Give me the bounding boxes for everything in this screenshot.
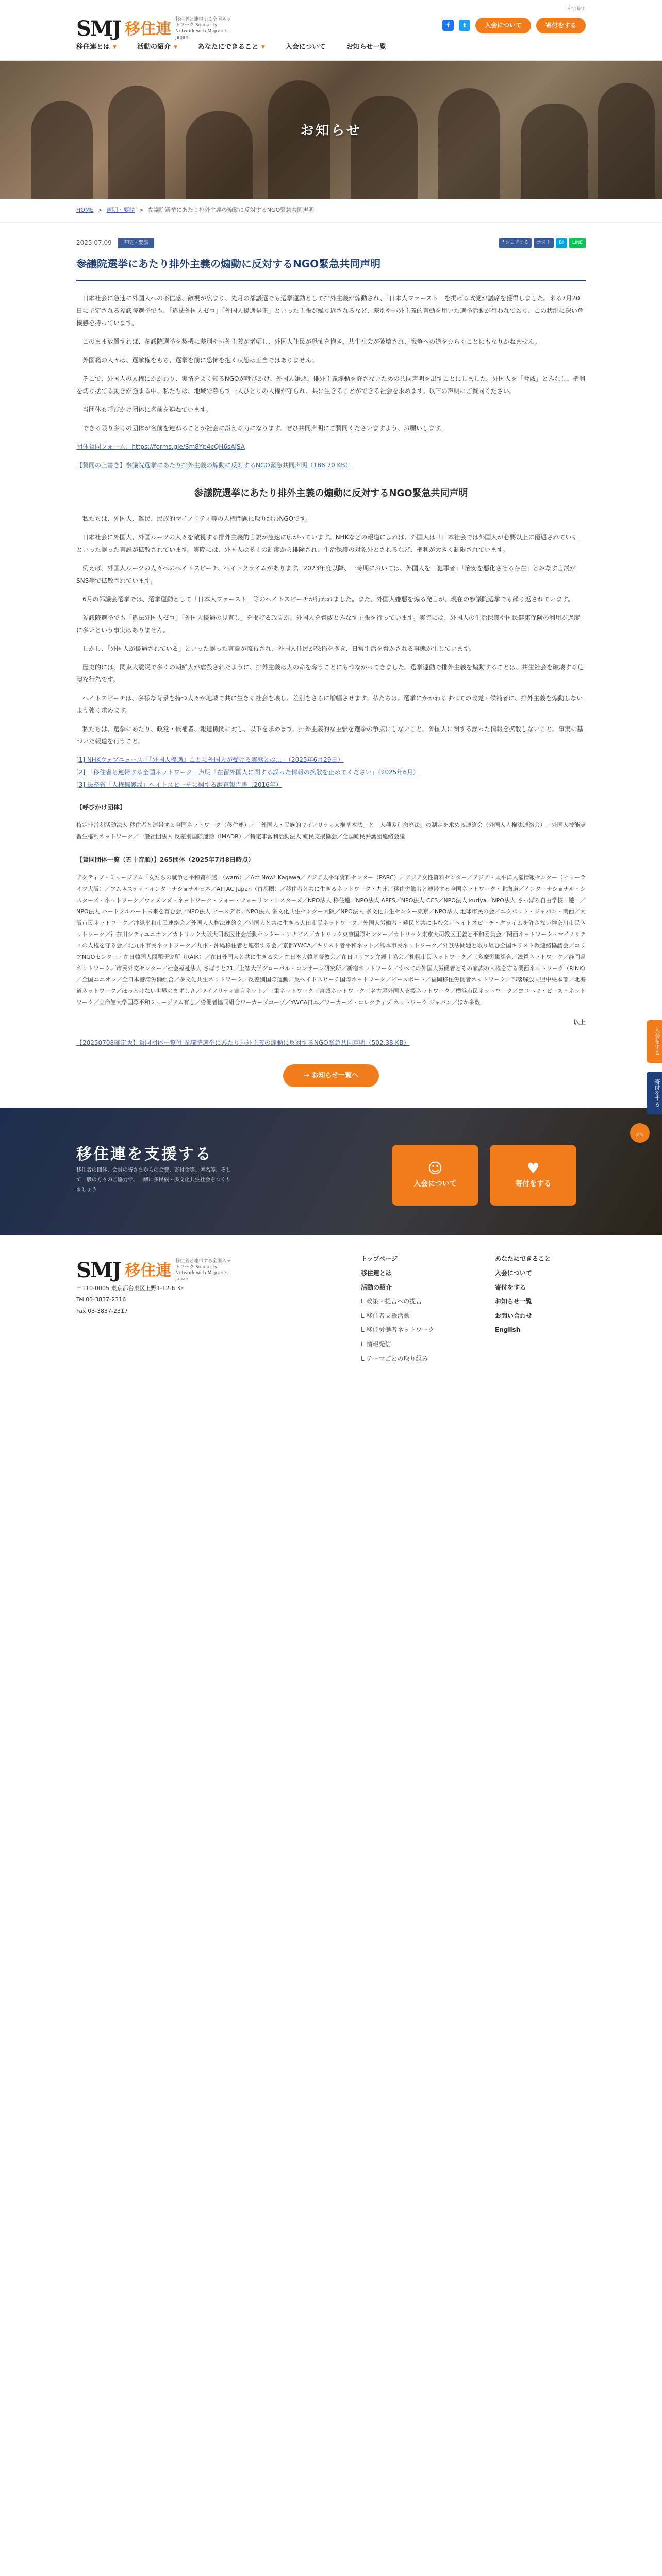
breadcrumb-separator: > <box>97 207 103 213</box>
statement-paragraph: 日本社会に外国人、外国ルーツの人々を敵視する排外主義的言説が急速に広がっています。NHKなどの報道によれば、外国人は「日本社会では外国人が必要以上に優遇されている」といった誤った言説が拡散されています。実際には、外国人は多くの制度から排除され、生活保護の対象外とされるなど、権利が大きく制限されています。 <box>76 533 584 553</box>
support-donate-button[interactable] <box>490 1145 576 1206</box>
chevron-down-icon: ▼ <box>261 44 265 50</box>
post-date: 2025.07.09 <box>76 239 112 246</box>
footer-link-contact[interactable]: お問い合わせ <box>495 1312 533 1319</box>
site-footer <box>0 1235 662 1405</box>
breadcrumb-separator: > <box>139 207 144 213</box>
statement-pdf-link[interactable]: 【賛同の上書き】参議院選挙にあたり排外主義の煽動に反対するNGO緊急共同声明（186.70 KB） <box>76 461 352 469</box>
footer-nav-col-2 <box>495 1252 551 1337</box>
hero-title: お知らせ <box>300 123 362 139</box>
hero-banner <box>0 61 662 199</box>
footer-link-what-you-can-do[interactable]: あなたにできること <box>495 1255 551 1263</box>
logo-kanji: 移住連 <box>125 20 172 38</box>
footer-link-support[interactable]: L 移住者支援活動 <box>361 1312 410 1319</box>
support-text: 移住者の団体、会員の皆さまからの会費、寄付金等、署名等、そして一般の方々のご協力で、一緒に多民族・多文化共生社会をつくりましょう <box>76 1167 231 1193</box>
nav-label: お知らせ一覧 <box>346 43 387 51</box>
signers-heading: 【賛同団体一覧（五十音順）】265団体（2025年7月8日時点） <box>76 856 255 863</box>
footer-link-about[interactable]: 移住連とは <box>361 1269 392 1277</box>
footer-link-activities[interactable]: 活動の紹介 <box>361 1283 392 1291</box>
breadcrumb-home[interactable]: HOME <box>76 207 94 213</box>
floating-join-label: 入会をする <box>654 1027 660 1056</box>
footer-link-info[interactable]: L 情報発信 <box>361 1340 391 1348</box>
footer-link-donate[interactable]: 寄付をする <box>495 1283 526 1291</box>
intro-paragraph: そこで、外国人の人権にかかわり、実情をよく知るNGOが呼びかけ、外国人嫌悪、排外主義煽動を許さないための共同声明を出すことにしました。外国人を「脅威」とみなし、権利を切り捨てる動きが強まる中、私たちは、地域で暮らす一人ひとりの人権が守られ、共に生きることができる社会を求めます。以下の声明にご賛同ください。 <box>76 375 586 395</box>
intro-paragraph: 当団体も呼びかけ団体に名前を連ねています。 <box>82 405 212 413</box>
support-section <box>0 1108 662 1235</box>
twitter-icon[interactable]: t <box>459 20 470 31</box>
nav-label: あなたにできること <box>197 43 258 51</box>
breadcrumb-current: 参議院選挙にあたり排外主義の煽動に反対するNGO緊急共同声明 <box>147 207 315 213</box>
logo-subtitle: 移住者と連帯する全国ネットワーク Solidarity Network with Migrants Japan <box>175 1258 231 1282</box>
logo-kanji: 移住連 <box>125 1261 172 1280</box>
support-join-button[interactable] <box>392 1145 478 1206</box>
hatena-bookmark-button[interactable]: B! <box>556 238 567 248</box>
footer-link-english[interactable]: English <box>495 1326 521 1334</box>
facebook-share-button[interactable]: f シェアする <box>499 238 532 248</box>
english-link[interactable]: English <box>567 6 586 12</box>
fax-line: Fax 03-3837-2317 <box>76 1308 128 1315</box>
intro-paragraph: 外国籍の人々は、選挙権をもち、選挙を前に恐怖を抱く状態は正当ではありません。 <box>82 356 318 364</box>
back-button-label: お知らせ一覧へ <box>311 1071 359 1079</box>
footer-link-themes[interactable]: L テーマごとの取り組み <box>361 1354 428 1362</box>
back-to-news-button[interactable] <box>283 1064 379 1088</box>
floating-donate-tab[interactable] <box>647 1072 662 1114</box>
line-share-button[interactable]: LINE <box>569 238 586 248</box>
person-icon: ☺ <box>427 1160 443 1177</box>
breadcrumb <box>0 199 662 223</box>
footnote-link[interactable]: [2] 「移住者と連帯する全国ネットワーク」声明「在留外国人に関する誤った情報の拡散を止めてください」（2025年6月） <box>76 768 419 776</box>
footer-address <box>76 1283 184 1317</box>
donate-button[interactable]: 寄付をする <box>536 18 586 33</box>
statement-paragraph: 歴史的には、関東大震災で多くの朝鮮人が虐殺されたように、排外主義は人の命を奪うことにもつながってきました。選挙運動で排外主義を煽動することは、共生社会を破壊する危険な行為です。 <box>76 663 584 683</box>
footer-link-policy[interactable]: L 政策・提言への提言 <box>361 1298 422 1306</box>
share-buttons <box>499 238 586 248</box>
footer-link-network[interactable]: L 移住労働者ネットワーク <box>361 1326 435 1334</box>
chevron-down-icon: ▼ <box>173 44 177 50</box>
intro-paragraph: このまま放置すれば、参議院選挙を契機に差別や排外主義が増幅し、外国人住民が恐怖を抱き、共生社会が破壊され、戦争への道をひらくことにもなりかねません。 <box>82 337 541 345</box>
hero-photo-figure <box>521 104 588 199</box>
logo-mark: SMJ <box>76 1258 121 1283</box>
footnote-link[interactable]: [3] 法務省「人権擁護局」ヘイトスピーチに関する調査報告書（2016年） <box>76 781 282 788</box>
site-header <box>0 0 662 61</box>
footnote-link[interactable]: [1] NHKウェブニュース「『外国人優遇』ことに外国人が受ける実態とは…」（2025年6月29日） <box>76 756 344 764</box>
nav-item-what-you-can-do[interactable] <box>198 41 265 54</box>
hero-photo-figure <box>31 101 93 199</box>
statement-heading: 参議院選挙にあたり排外主義の煽動に反対するNGO緊急共同声明 <box>194 487 468 499</box>
intro-paragraph: できる限り多くの団体が名前を連ねることが社会に訴える力になります。ぜひ共同声明にご賛同くださいますよう、お願いします。 <box>82 424 447 432</box>
floating-join-tab[interactable] <box>647 1020 662 1063</box>
phone-line: Tel 03-3837-2316 <box>76 1296 126 1303</box>
heart-icon: ♥ <box>526 1160 540 1177</box>
category-tag[interactable]: 声明・要請 <box>118 238 154 248</box>
arrow-right-icon: → <box>303 1071 312 1079</box>
support-join-label: 入会について <box>413 1179 457 1188</box>
global-nav <box>76 41 386 54</box>
intro-paragraph: 日本社会に急速に外国人への不信感、敵視が広まり、先月の都議選でも選挙運動として排外主義が煽動され、「日本人ファースト」を掲げる政党が議席を獲得しました。来る7月20日に予定される参議院選挙でも、「違法外国人ゼロ」「外国人優遇是正」といった主張が繰り返されるなど、差別や排外主義的言動を用いた選挙活動が行われており、この状況に深い危機感を持っています。 <box>76 294 584 327</box>
nav-label: 活動の紹介 <box>137 43 171 51</box>
signers-list: アクティブ・ミュージアム「女たちの戦争と平和資料館」（wam）／Act Now! Kagawa／アジア太平洋資料センター（PARC）／アジア女性資料センター／アジア・太平洋人権情報センター（ヒューライツ大阪）／アムネスティ・インターナショナル日本／ATTAC Japan（首都圏）／移住者と共に生きるネットワーク・九州／移住労働者と連帯する全国ネットワーク・北海道／インターナショナル・シスターズ・ネットワーク／ウィメンズ・ネットワーク・フォー・フォーリン・シスターズ／NPO法人 移住連／NPO法人 APFS／NPO法人 CCS／NPO法人 kuriya／NPO法人 さっぽろ自由学校「遊」／NPO法人 ハートフルハート未来を育む会／NPO法人 ピースデポ／NPO法人 多文化共生センター大阪／NPO法人 多文化共生センター東京／NPO法人 地球市民の会／エクパット・ジャパン・関西／大阪市民ネットワーク／沖縄平和市民連絡会／外国人人権法連絡会／外国人と共に生きる大田市民ネットワーク／外国人労働者・難民と共に歩む会／ヘイトスピーチ・クライムを許さない神奈川市民ネットワーク／神奈川シティユニオン／カトリック大阪大司教区社会活動センター・シナピス／カトリック東京国際センター／カトリック東京大司教区正義と平和委員会／関西ネットワーク・マイノリティの人権を守る会／北九州市民ネットワーク／九州・沖縄移住者と連帯する会／京都YWCA／キリスト者平和ネット／熊本市民ネットワーク／外登法問題と取り組む全国キリスト教連絡協議会／コリアNGOセンター／在日韓国人問題研究所（RAIK）／在日外国人と共に生きる会／在日本大韓基督教会／在日コリアン弁護士協会／札幌市民ネットワーク／三多摩労働組合／滋賀ネットワーク／静岡県ネットワーク／市民外交センター／社会福祉法人 さぽうと21／上智大学グローバル・コンサーン研究所／新宿ネットワーク／すべての外国人労働者とその家族の人権を守る関西ネットワーク（RINK）／全国ユニオン／全日本港湾労働組合／多文化共生ネットワーク／反差別国際運動／反ヘイトスピーチ国際ネットワーク／ピースボート／福岡移住労働者ネットワーク／部落解放同盟中央本部／北海道ネットワーク／ほっとけない世界のまずしさ／マイノリティ宣言ネット／三重ネットワーク／宮城ネットワーク／名古屋外国人支援ネットワーク／横浜市民ネットワーク／ヨコハマ・ピース・ネットワーク／立命館大学国際平和ミュージアム有志／労働者協同組合ワーカーズコープ／YWCA日本／ワーカーズ・コレクティブ ネットワーク ジャパン／ほか多数 <box>76 874 586 1006</box>
statement-paragraph: 参議院選挙でも「違法外国人ゼロ」「外国人優遇の見直し」を掲げる政党が、外国人を脅威とみなす主張を行っています。実際には、外国人の生活保護や国民健康保険の利用が過度に多いという事実はありません。 <box>76 614 581 634</box>
support-title: 移住連を支援する <box>76 1145 212 1164</box>
article <box>0 223 662 1087</box>
join-button[interactable]: 入会について <box>475 18 531 33</box>
x-post-button[interactable]: ポスト <box>534 238 554 248</box>
statement-paragraph: 私たちは、外国人、難民、民族的マイノリティ等の人権問題に取り組むNGOです。 <box>82 515 312 522</box>
hero-photo-figure <box>351 96 418 199</box>
nav-label: 入会について <box>285 43 326 51</box>
article-title: 参議院選挙にあたり排外主義の煽動に反対するNGO緊急共同声明 <box>76 254 586 281</box>
scroll-to-top-button[interactable] <box>630 1123 650 1143</box>
address-line: 〒110-0005 東京都台東区上野1-12-6 3F <box>76 1285 184 1292</box>
statement-paragraph: ヘイトスピーチは、多様な背景を持つ人々が地域で共に生きる社会を壊し、差別をさらに増幅させます。私たちは、選挙にかかわるすべての政党・候補者に、排外主義を煽動しないよう強く求めます。 <box>76 694 583 714</box>
chevron-up-icon: ︽ <box>635 1127 644 1138</box>
support-donate-label: 寄付をする <box>515 1179 551 1188</box>
logo-mark: SMJ <box>76 16 121 41</box>
footer-link-news[interactable]: お知らせ一覧 <box>495 1298 532 1306</box>
footer-nav-col-1 <box>361 1252 435 1366</box>
statement-paragraph: しかし、「外国人が優遇されている」といった誤った言説が流布され、外国人住民が恐怖を抱き、日常生活を脅かされる事態が生じています。 <box>82 645 475 652</box>
final-pdf-link[interactable]: 【20250708確定版】賛同団体一覧付 参議院選挙にあたり排外主義の煽動に反対するNGO緊急共同声明（502.38 KB） <box>76 1039 410 1046</box>
nav-item-about[interactable] <box>76 41 117 54</box>
nav-label: 移住連とは <box>76 43 110 51</box>
statement-paragraph: 6月の都議会選挙では、選挙運動として「日本人ファースト」等のヘイトスピーチが行われました。また、外国人嫌悪を煽る発言が、現在の参議院選挙でも繰り返されています。 <box>82 595 574 603</box>
callers-list: 特定非営利活動法人 移住者と連帯する全国ネットワーク（移住連）／「外国人・民族的マイノリティ人権基本法」と「人種差別撤廃法」の制定を求める連絡会（外国人人権法連絡会）／外国人技能実習生権利ネットワーク／一般社団法人 反差別国際運動（IMADR）／特定非営利活動法人 難民支援協会／全国難民弁護団連絡会議 <box>76 821 586 840</box>
footer-link-top[interactable]: トップページ <box>361 1255 398 1263</box>
logo-subtitle: 移住者と連帯する全国ネットワーク Solidarity Network with Migrants Japan <box>175 16 231 40</box>
floating-donate-label: 寄付をする <box>654 1079 660 1107</box>
nav-item-news[interactable] <box>346 41 387 54</box>
facebook-icon[interactable]: f <box>442 20 454 31</box>
chevron-down-icon: ▼ <box>113 44 117 50</box>
nav-item-join[interactable] <box>286 41 326 54</box>
nav-item-activities[interactable] <box>137 41 177 54</box>
callers-heading: 【呼びかけ団体】 <box>76 803 126 811</box>
statement-paragraph: 私たちは、選挙にあたり、政党・候補者、報道機関に対し、以下を求めます。排外主義的な主張を選挙の争点にしないこと。外国人に関する誤った情報を拡散しないこと。事実に基づいた報道を行うこと。 <box>76 725 584 745</box>
footer-link-join[interactable]: 入会について <box>495 1269 532 1277</box>
statement-paragraph: 例えば、外国人ルーツの人々へのヘイトスピーチ、ヘイトクライムがあります。2023年度以降、一時期においては、外国人を「犯罪者」「治安を悪化させる存在」とみなす言説がSNS等で拡散されています。 <box>76 564 576 584</box>
breadcrumb-category[interactable]: 声明・要請 <box>106 207 135 213</box>
end-mark: 以上 <box>573 1018 586 1026</box>
endorsement-form-link[interactable]: 団体賛同フォーム：https://forms.gle/Sm8Yp4cQH6sAJSA <box>76 443 245 450</box>
